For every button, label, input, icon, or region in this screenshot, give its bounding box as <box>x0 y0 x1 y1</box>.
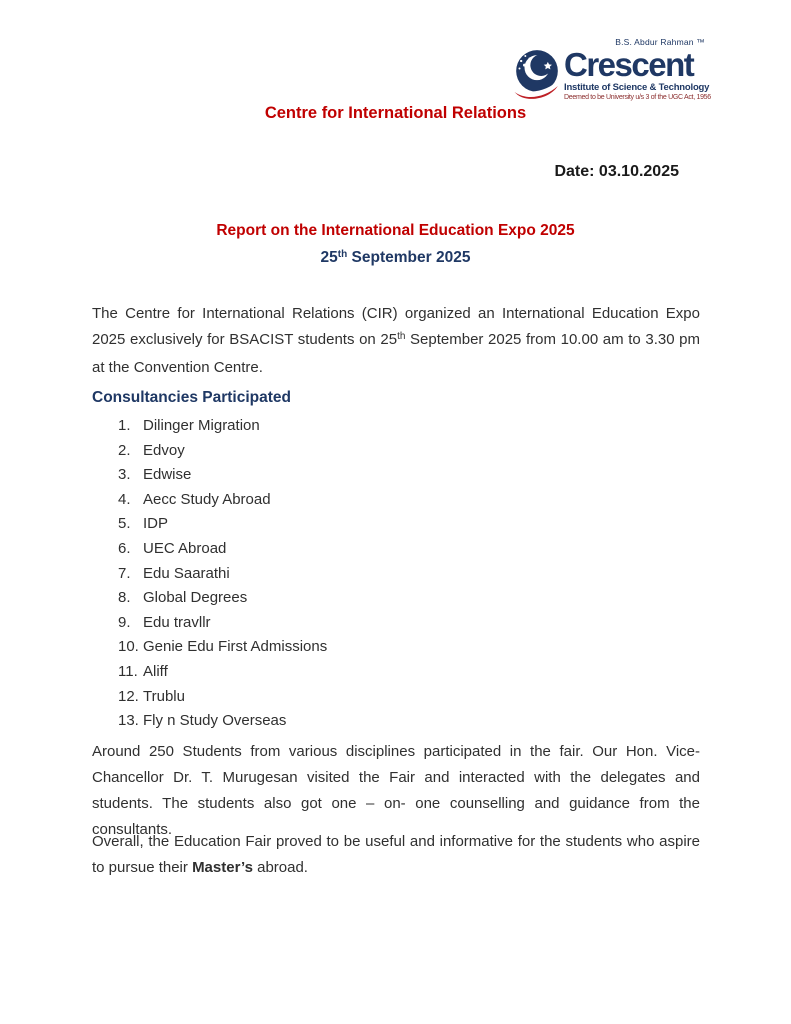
logo-deemed-university-note: Deemed to be University u/s 3 of the UGC Act, 1956 <box>564 94 711 101</box>
institution-logo <box>512 37 711 104</box>
logo-wordmark: Crescent <box>564 46 694 83</box>
closing-paragraph-bold: Master’s <box>192 859 253 876</box>
list-item-number: 10. <box>118 638 139 656</box>
closing-paragraph-text-2: abroad. <box>252 859 308 876</box>
list-item <box>92 685 612 710</box>
list-item-label: Edu travllr <box>143 613 211 631</box>
list-item-number: 8. <box>118 589 131 607</box>
subtitle-ordinal: th <box>337 249 348 260</box>
list-item-label: Aecc Study Abroad <box>143 490 271 508</box>
list-item-label: Trublu <box>143 687 185 705</box>
list-item-label: UEC Abroad <box>143 539 227 557</box>
list-item <box>92 660 612 685</box>
list-item-number: 1. <box>118 417 131 434</box>
list-item-number: 2. <box>118 441 131 459</box>
report-date: Date: 03.10.2025 <box>554 163 679 180</box>
summary-paragraph: Around 250 Students from various disciplines participated in the fair. Our Hon. Vice-Chancellor Dr. T. Murugesan visited the Fair and interacted with the delegates and students. The students also got one – on- one counselling and guidance from the consultants. <box>92 743 700 838</box>
list-item-label: Fly n Study Overseas <box>143 712 287 730</box>
department-title: Centre for International Relations <box>264 104 527 122</box>
list-item-number: 12. <box>118 687 139 705</box>
report-subtitle <box>0 249 791 267</box>
list-item <box>92 414 612 439</box>
list-item <box>92 463 612 488</box>
logo-subtitle: Institute of Science & Technology <box>564 82 710 93</box>
list-item-number: 7. <box>118 564 131 582</box>
list-item <box>92 611 612 636</box>
list-item-label: Genie Edu First Admissions <box>143 638 328 656</box>
list-item <box>92 439 612 464</box>
list-item-label: Edu Saarathi <box>143 564 230 582</box>
list-item-label: IDP <box>143 515 169 533</box>
list-item <box>92 586 612 611</box>
subtitle-day: 25 <box>320 249 338 266</box>
list-item-number: 11. <box>118 662 138 680</box>
list-item <box>92 537 612 562</box>
list-item <box>92 512 612 537</box>
list-item-number: 13. <box>118 712 139 730</box>
crescent-emblem-icon <box>512 48 562 104</box>
list-item-number: 9. <box>118 613 131 631</box>
report-title: Report on the International Education Expo 2025 <box>216 222 575 239</box>
closing-paragraph-text: Overall, the Education Fair proved to be useful and informative for the students who aspire to pursue their <box>92 833 700 876</box>
list-item-number: 3. <box>118 466 131 484</box>
subtitle-rest: September 2025 <box>347 249 471 266</box>
list-item-label: Dilinger Migration <box>143 417 260 434</box>
intro-paragraph-text-2: September 2025 from 10.00 am to 3.30 pm at the Convention Centre. <box>92 331 701 376</box>
list-item <box>92 635 612 660</box>
closing-paragraph <box>92 829 700 881</box>
list-item-label: Edvoy <box>143 441 185 459</box>
list-item-number: 4. <box>118 490 131 508</box>
logo-trademark-text: B.S. Abdur Rahman ™ <box>615 37 705 47</box>
list-item <box>92 562 612 587</box>
intro-paragraph-text: The Centre for International Relations (CIR) organized an International Education Expo 2025 exclusively for BSACIST students on 25 <box>92 305 700 348</box>
list-item <box>92 709 612 734</box>
list-item <box>92 488 612 513</box>
list-item-label: Global Degrees <box>143 589 248 607</box>
intro-paragraph <box>92 301 700 381</box>
consultancy-list <box>92 414 612 734</box>
consultancies-heading: Consultancies Participated <box>92 389 291 406</box>
intro-paragraph-ordinal: th <box>397 331 406 342</box>
list-item-label: Edwise <box>143 466 192 484</box>
list-item-number: 6. <box>118 539 131 557</box>
list-item-label: Aliff <box>143 662 168 680</box>
list-item-number: 5. <box>118 515 131 533</box>
